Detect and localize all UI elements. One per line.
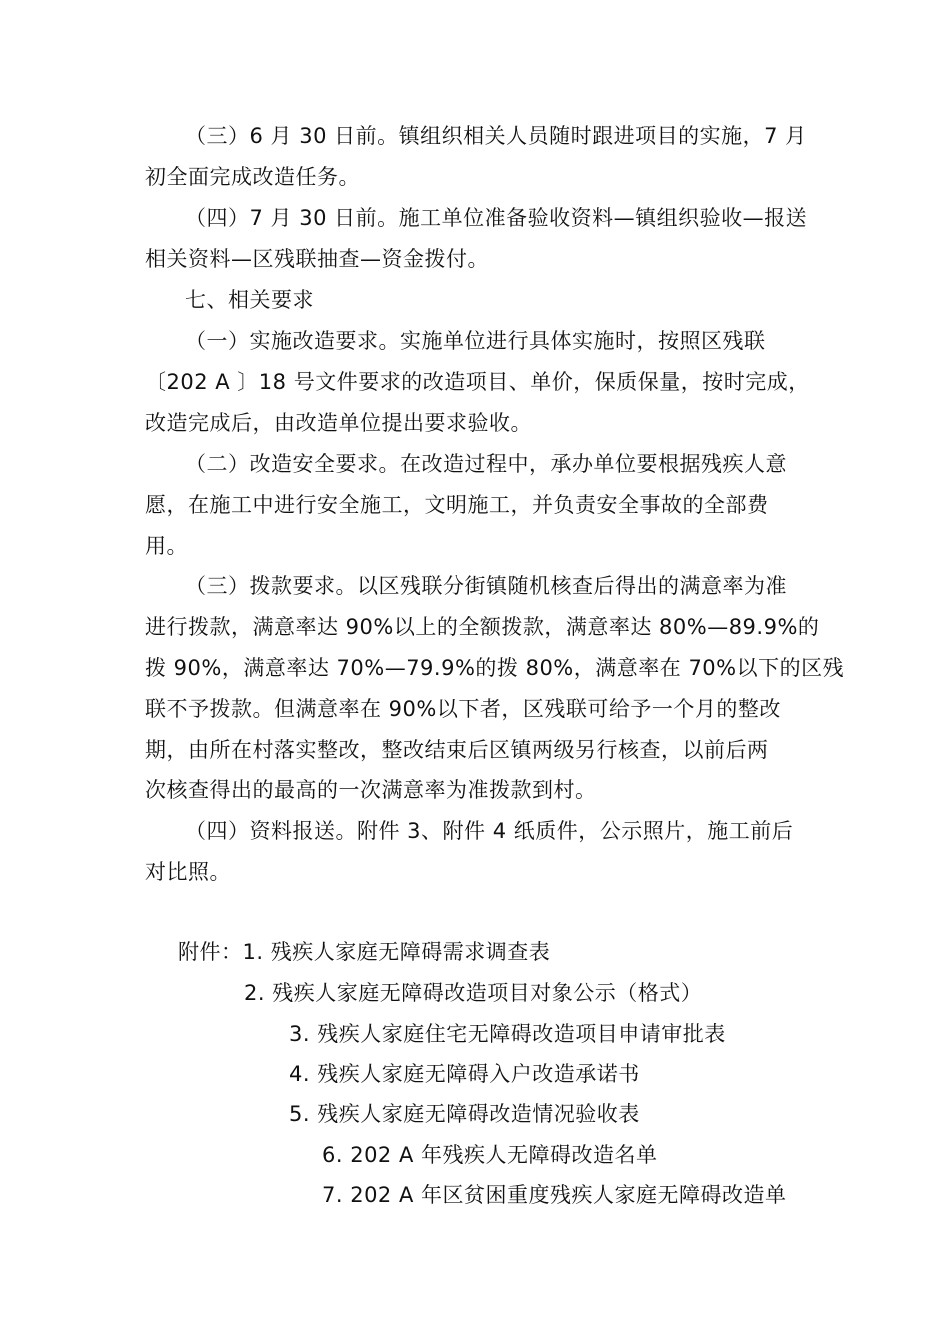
annex-item-5: 5. 残疾人家庭无障碍改造情况验收表 bbox=[289, 1102, 640, 1126]
paragraph-line: （四）7 月 30 日前。施工单位准备验收资料—镇组织验收—报送 bbox=[185, 206, 808, 230]
paragraph-line: 用。 bbox=[145, 534, 188, 558]
paragraph-line: 次核查得出的最高的一次满意率为准拨款到村。 bbox=[145, 778, 597, 802]
annex-item-4: 4. 残疾人家庭无障碍入户改造承诺书 bbox=[289, 1062, 640, 1086]
annex-item-1: 附件：1. 残疾人家庭无障碍需求调查表 bbox=[178, 940, 551, 964]
paragraph-line: （三）拨款要求。以区残联分街镇随机核查后得出的满意率为准 bbox=[185, 574, 787, 598]
paragraph-line: 〔202 A 〕18 号文件要求的改造项目、单价，保质保量，按时完成， bbox=[145, 370, 810, 394]
annex-item-6: 6. 202 A 年残疾人无障碍改造名单 bbox=[322, 1143, 658, 1167]
paragraph-line: 对比照。 bbox=[145, 860, 231, 884]
annex-item-7: 7. 202 A 年区贫困重度残疾人家庭无障碍改造单 bbox=[322, 1183, 787, 1207]
section-heading: 七、相关要求 bbox=[185, 288, 314, 312]
paragraph-line: 初全面完成改造任务。 bbox=[145, 165, 360, 189]
paragraph-line: （一）实施改造要求。实施单位进行具体实施时，按照区残联 bbox=[185, 329, 766, 353]
paragraph-line: 进行拨款，满意率达 90%以上的全额拨款，满意率达 80%—89.9%的 bbox=[145, 615, 820, 639]
paragraph-line: 改造完成后，由改造单位提出要求验收。 bbox=[145, 411, 532, 435]
paragraph-line: 拨 90%，满意率达 70%—79.9%的拨 80%，满意率在 70%以下的区残 bbox=[145, 656, 845, 680]
paragraph-line: （二）改造安全要求。在改造过程中，承办单位要根据残疾人意 bbox=[185, 452, 787, 476]
annex-item-2: 2. 残疾人家庭无障碍改造项目对象公示（格式） bbox=[244, 981, 703, 1005]
paragraph-line: 联不予拨款。但满意率在 90%以下者，区残联可给予一个月的整改 bbox=[145, 697, 781, 721]
paragraph-line: （四）资料报送。附件 3、附件 4 纸质件，公示照片，施工前后 bbox=[185, 819, 794, 843]
paragraph-line: 期，由所在村落实整改，整改结束后区镇两级另行核查，以前后两 bbox=[145, 738, 769, 762]
paragraph-line: 相关资料—区残联抽查—资金拨付。 bbox=[145, 247, 489, 271]
annex-item-3: 3. 残疾人家庭住宅无障碍改造项目申请审批表 bbox=[289, 1022, 726, 1046]
paragraph-line: 愿，在施工中进行安全施工，文明施工，并负责安全事故的全部费 bbox=[145, 493, 769, 517]
paragraph-line: （三）6 月 30 日前。镇组织相关人员随时跟进项目的实施，7 月 bbox=[185, 124, 807, 148]
